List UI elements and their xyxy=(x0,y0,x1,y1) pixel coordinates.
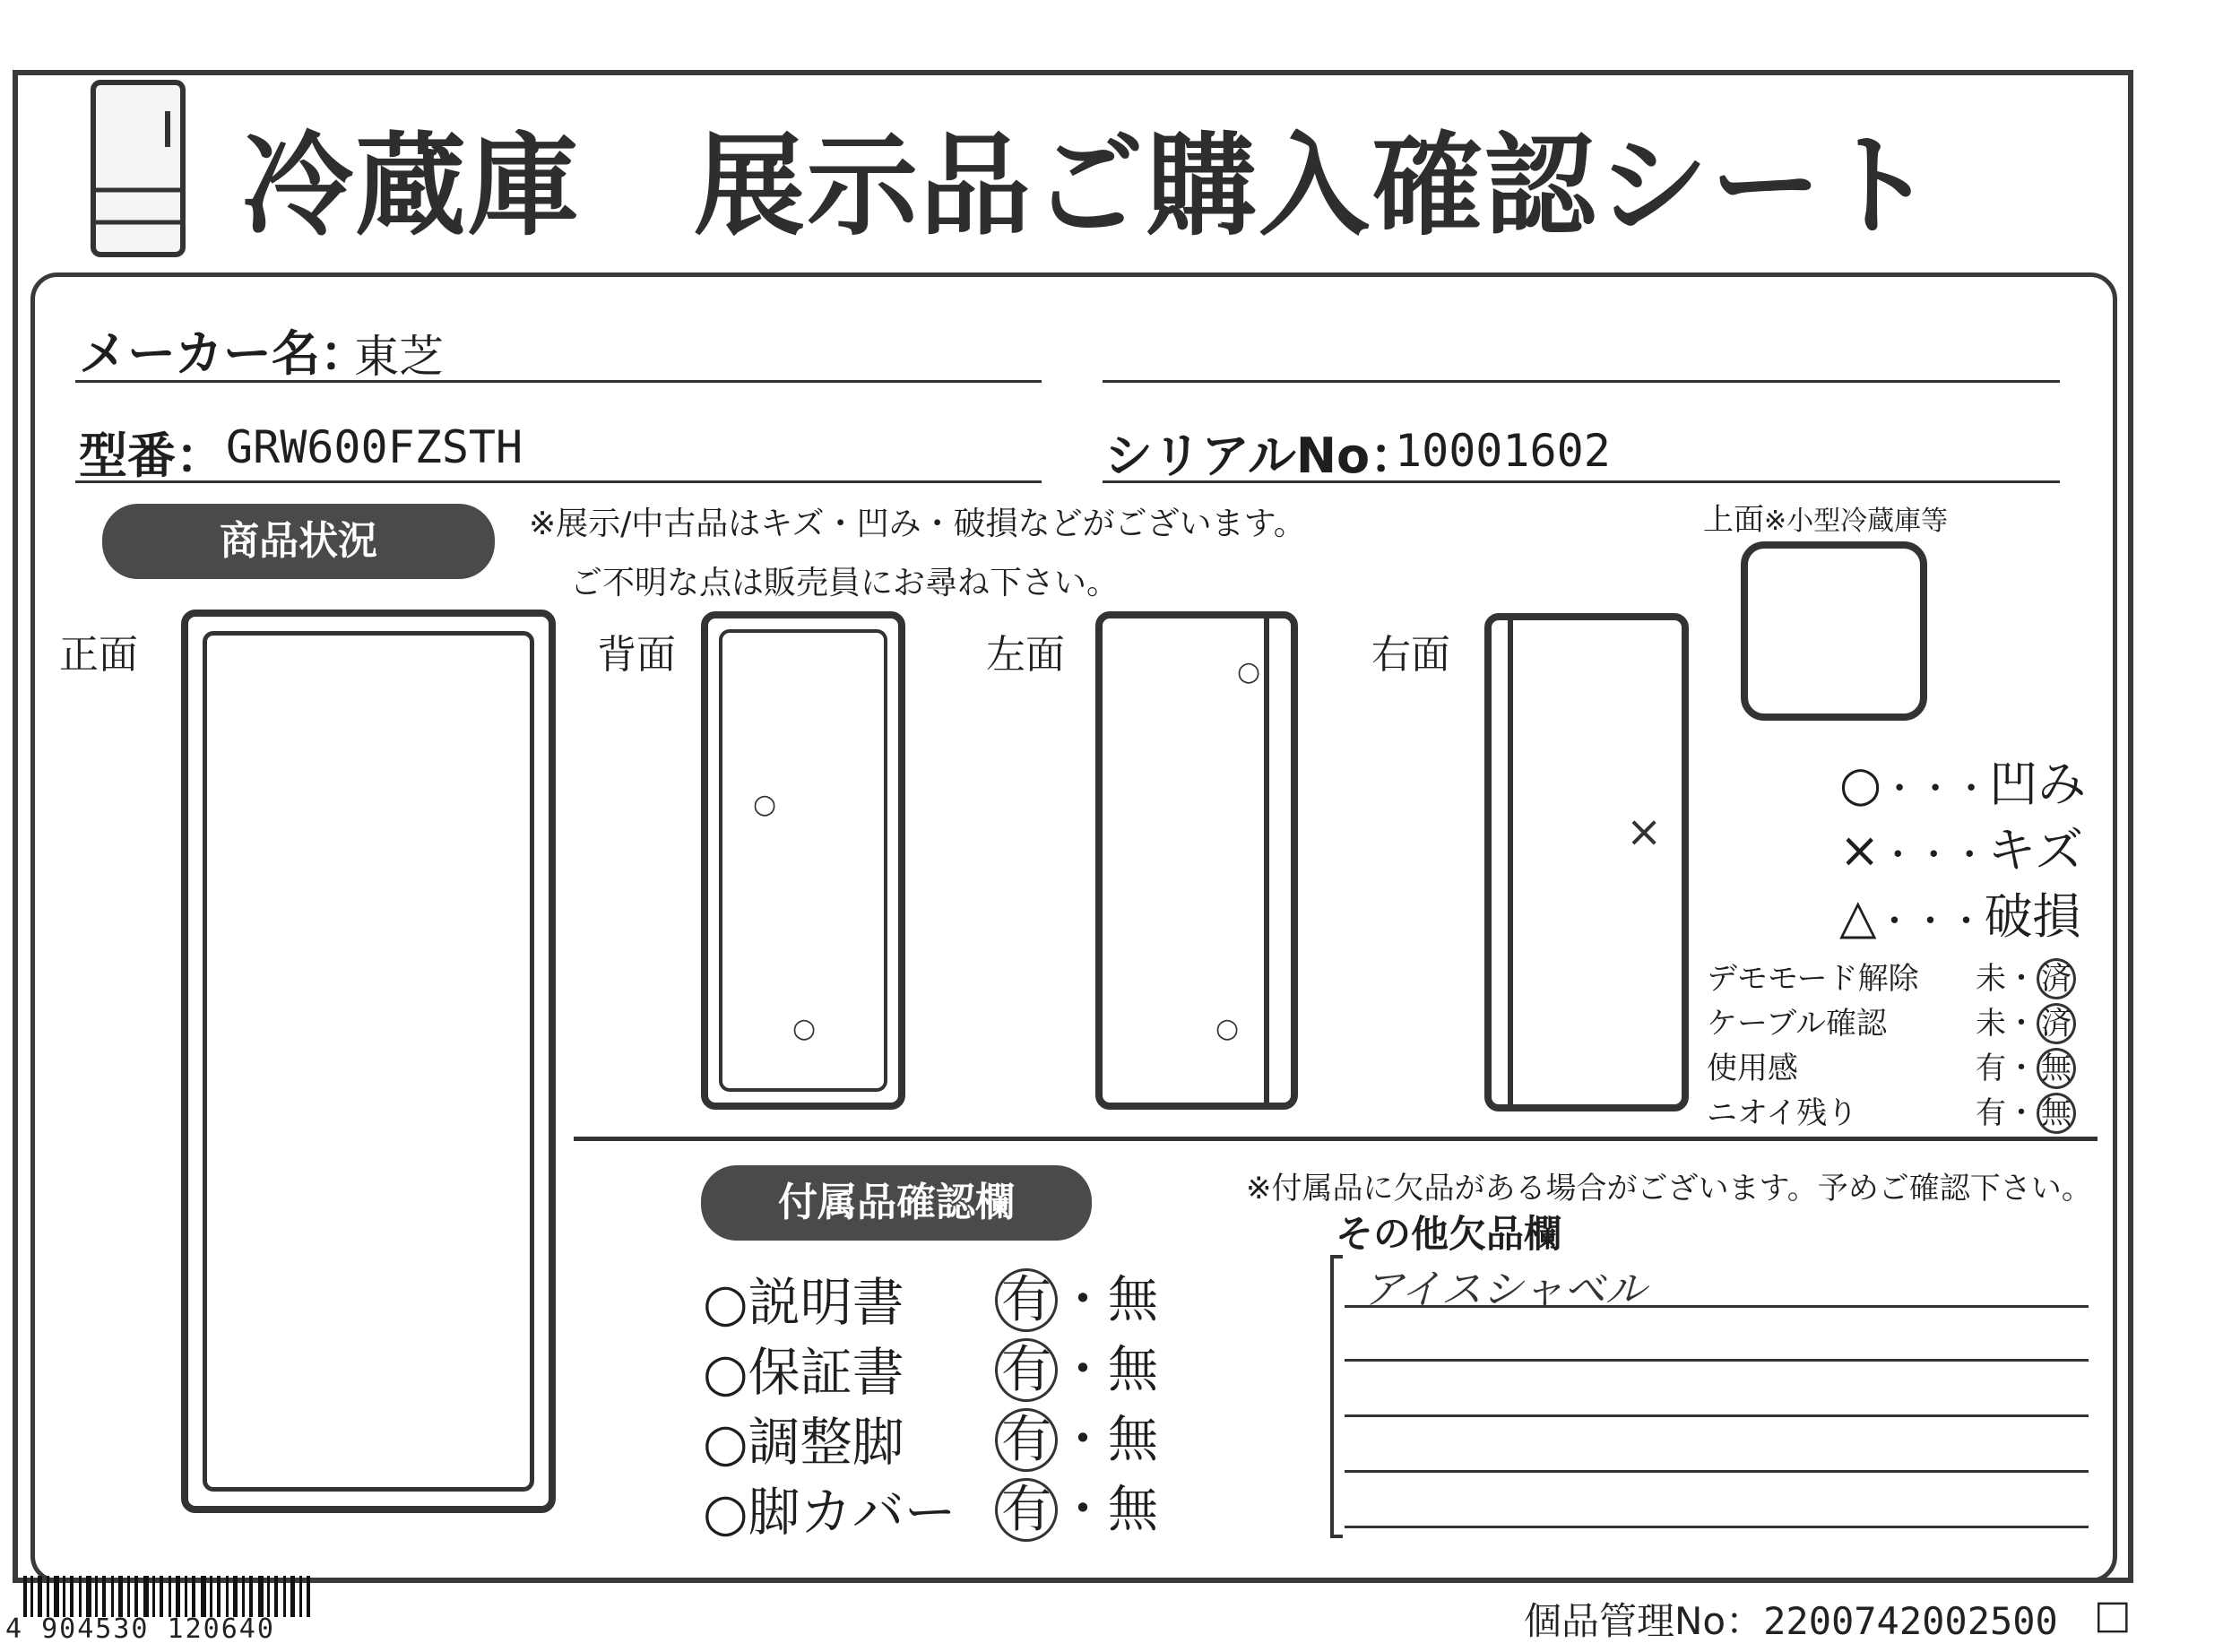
option-no: 無 xyxy=(1108,1341,1158,1399)
scratch-mark: × xyxy=(1626,807,1663,857)
left-view-diagram xyxy=(1095,611,1298,1110)
option-yes-selected: 有 xyxy=(995,1338,1058,1402)
missing-line-5 xyxy=(1345,1526,2089,1528)
missing-bracket xyxy=(1330,1255,1343,1538)
accessory-feet-options xyxy=(995,1400,1158,1472)
back-view-diagram xyxy=(701,611,905,1110)
barcode-digits: 4 904530 120640 xyxy=(5,1613,275,1645)
accessories-heading: 付属品確認欄 xyxy=(701,1165,1092,1241)
legend-symbol: △ xyxy=(1839,888,1877,945)
legend-dots: ・・・ xyxy=(1880,835,1988,876)
dent-mark: ○ xyxy=(792,1013,817,1044)
missing-heading: その他欠品欄 xyxy=(1336,1212,1562,1256)
check-usage-options xyxy=(1976,1043,2076,1087)
legend-dots: ・・・ xyxy=(1881,768,1990,809)
item-number xyxy=(1524,1592,2058,1646)
option-yes-selected: 有 xyxy=(995,1408,1058,1472)
option-separator: ・ xyxy=(2006,1006,2037,1042)
accessory-manual-label: ○説明書 xyxy=(703,1272,904,1333)
check-odor-label: ニオイ残り xyxy=(1707,1095,1858,1131)
check-demo-mode-label: デモモード解除 xyxy=(1707,961,1919,997)
model-label: 型番： xyxy=(79,428,224,484)
legend-symbol: ○ xyxy=(1839,756,1882,812)
model-value: GRW600FZSTH xyxy=(226,421,523,473)
missing-entry: アイスシャベル xyxy=(1362,1265,1647,1313)
legend-meaning: 凹み xyxy=(1989,756,2087,812)
top-view-label xyxy=(1703,495,1948,539)
maker-label: メーカー名： xyxy=(79,325,368,382)
missing-line-2 xyxy=(1345,1359,2089,1362)
serial-value: 10001602 xyxy=(1395,425,1611,477)
option-done-selected: 済 xyxy=(2037,1003,2076,1044)
accessory-warranty-options xyxy=(995,1330,1158,1402)
right-view-edge xyxy=(1508,620,1513,1104)
option-separator: ・ xyxy=(1058,1411,1108,1469)
blank-underline xyxy=(1103,380,2060,383)
right-view-label: 右面 xyxy=(1371,632,1450,678)
option-yes-selected: 有 xyxy=(995,1268,1058,1332)
top-view-diagram xyxy=(1741,541,1927,721)
accessory-feet-label: ○調整脚 xyxy=(703,1412,904,1473)
page-title: 冷蔵庫 展示品ご購入確認シート xyxy=(242,122,1937,251)
left-view-label: 左面 xyxy=(986,632,1065,678)
accessory-warranty-label: ○保証書 xyxy=(703,1342,904,1403)
item-number-value: 2200742002500 xyxy=(1763,1599,2058,1643)
model-underline xyxy=(75,480,1042,483)
front-view-inner xyxy=(203,631,534,1492)
option-separator: ・ xyxy=(2006,1095,2037,1131)
left-view-edge xyxy=(1264,618,1269,1103)
option-separator: ・ xyxy=(2006,1051,2037,1086)
condition-heading: 商品状況 xyxy=(102,504,495,579)
option-not-done: 未 xyxy=(1976,1006,2006,1042)
front-view-diagram xyxy=(181,610,556,1513)
section-divider xyxy=(574,1137,2098,1141)
check-cable-label: ケーブル確認 xyxy=(1707,1006,1887,1042)
option-separator: ・ xyxy=(1058,1271,1108,1329)
missing-line-1 xyxy=(1345,1305,2089,1308)
barcode xyxy=(4,1576,321,1617)
back-view-label: 背面 xyxy=(597,632,676,678)
refrigerator-icon xyxy=(90,79,186,258)
legend-symbol: × xyxy=(1839,822,1881,878)
front-view-label: 正面 xyxy=(59,632,138,678)
top-view-note: ※小型冷蔵庫等 xyxy=(1764,506,1949,537)
serial-underline xyxy=(1103,480,2060,483)
maker-underline xyxy=(75,380,1042,383)
accessory-feet-cover-label: ○脚カバー xyxy=(703,1482,956,1543)
condition-note-1: ※展示/中古品はキズ・凹み・破損などがございます。 xyxy=(529,506,1306,542)
legend-damage xyxy=(1839,878,2081,947)
dent-mark: ○ xyxy=(753,789,777,820)
accessory-manual-options xyxy=(995,1260,1158,1332)
check-odor-options xyxy=(1976,1088,2076,1132)
option-separator: ・ xyxy=(1058,1481,1108,1539)
option-no-selected: 無 xyxy=(2037,1048,2076,1089)
check-usage-label: 使用感 xyxy=(1707,1051,1798,1086)
item-number-label: 個品管理No： xyxy=(1524,1599,1764,1643)
check-demo-mode-options xyxy=(1976,954,2076,998)
option-no-selected: 無 xyxy=(2037,1093,2076,1134)
right-view-diagram xyxy=(1484,613,1689,1111)
option-done-selected: 済 xyxy=(2037,958,2076,999)
missing-line-3 xyxy=(1345,1414,2089,1417)
accessory-feet-cover-options xyxy=(995,1470,1158,1542)
option-yes: 有 xyxy=(1976,1051,2006,1086)
legend-meaning: キズ xyxy=(1987,822,2084,878)
missing-line-4 xyxy=(1345,1470,2089,1473)
maker-value: 東芝 xyxy=(354,331,444,383)
check-cable-options xyxy=(1976,999,2076,1042)
option-not-done: 未 xyxy=(1976,961,2006,997)
condition-note-2: ご不明な点は販売員にお尋ね下さい。 xyxy=(570,565,1120,601)
dent-mark: ○ xyxy=(1237,656,1261,688)
legend-dent xyxy=(1839,746,2086,815)
option-separator: ・ xyxy=(1058,1341,1108,1399)
top-view-label-text: 上面 xyxy=(1703,502,1764,538)
legend-dots: ・・・ xyxy=(1876,901,1985,942)
accessories-note: ※付属品に欠品がある場合がございます。予めご確認下さい。 xyxy=(1246,1171,2092,1207)
checkbox[interactable]: □ xyxy=(2094,1592,2132,1638)
serial-label: シリアルNo： xyxy=(1104,428,1419,484)
option-yes-selected: 有 xyxy=(995,1478,1058,1542)
option-no: 無 xyxy=(1108,1411,1158,1469)
dent-mark: ○ xyxy=(1215,1013,1240,1044)
option-yes: 有 xyxy=(1976,1095,2006,1131)
option-no: 無 xyxy=(1108,1481,1158,1539)
option-separator: ・ xyxy=(2006,961,2037,997)
legend-scratch xyxy=(1839,812,2083,881)
legend-meaning: 破損 xyxy=(1984,888,2081,945)
option-no: 無 xyxy=(1108,1271,1158,1329)
